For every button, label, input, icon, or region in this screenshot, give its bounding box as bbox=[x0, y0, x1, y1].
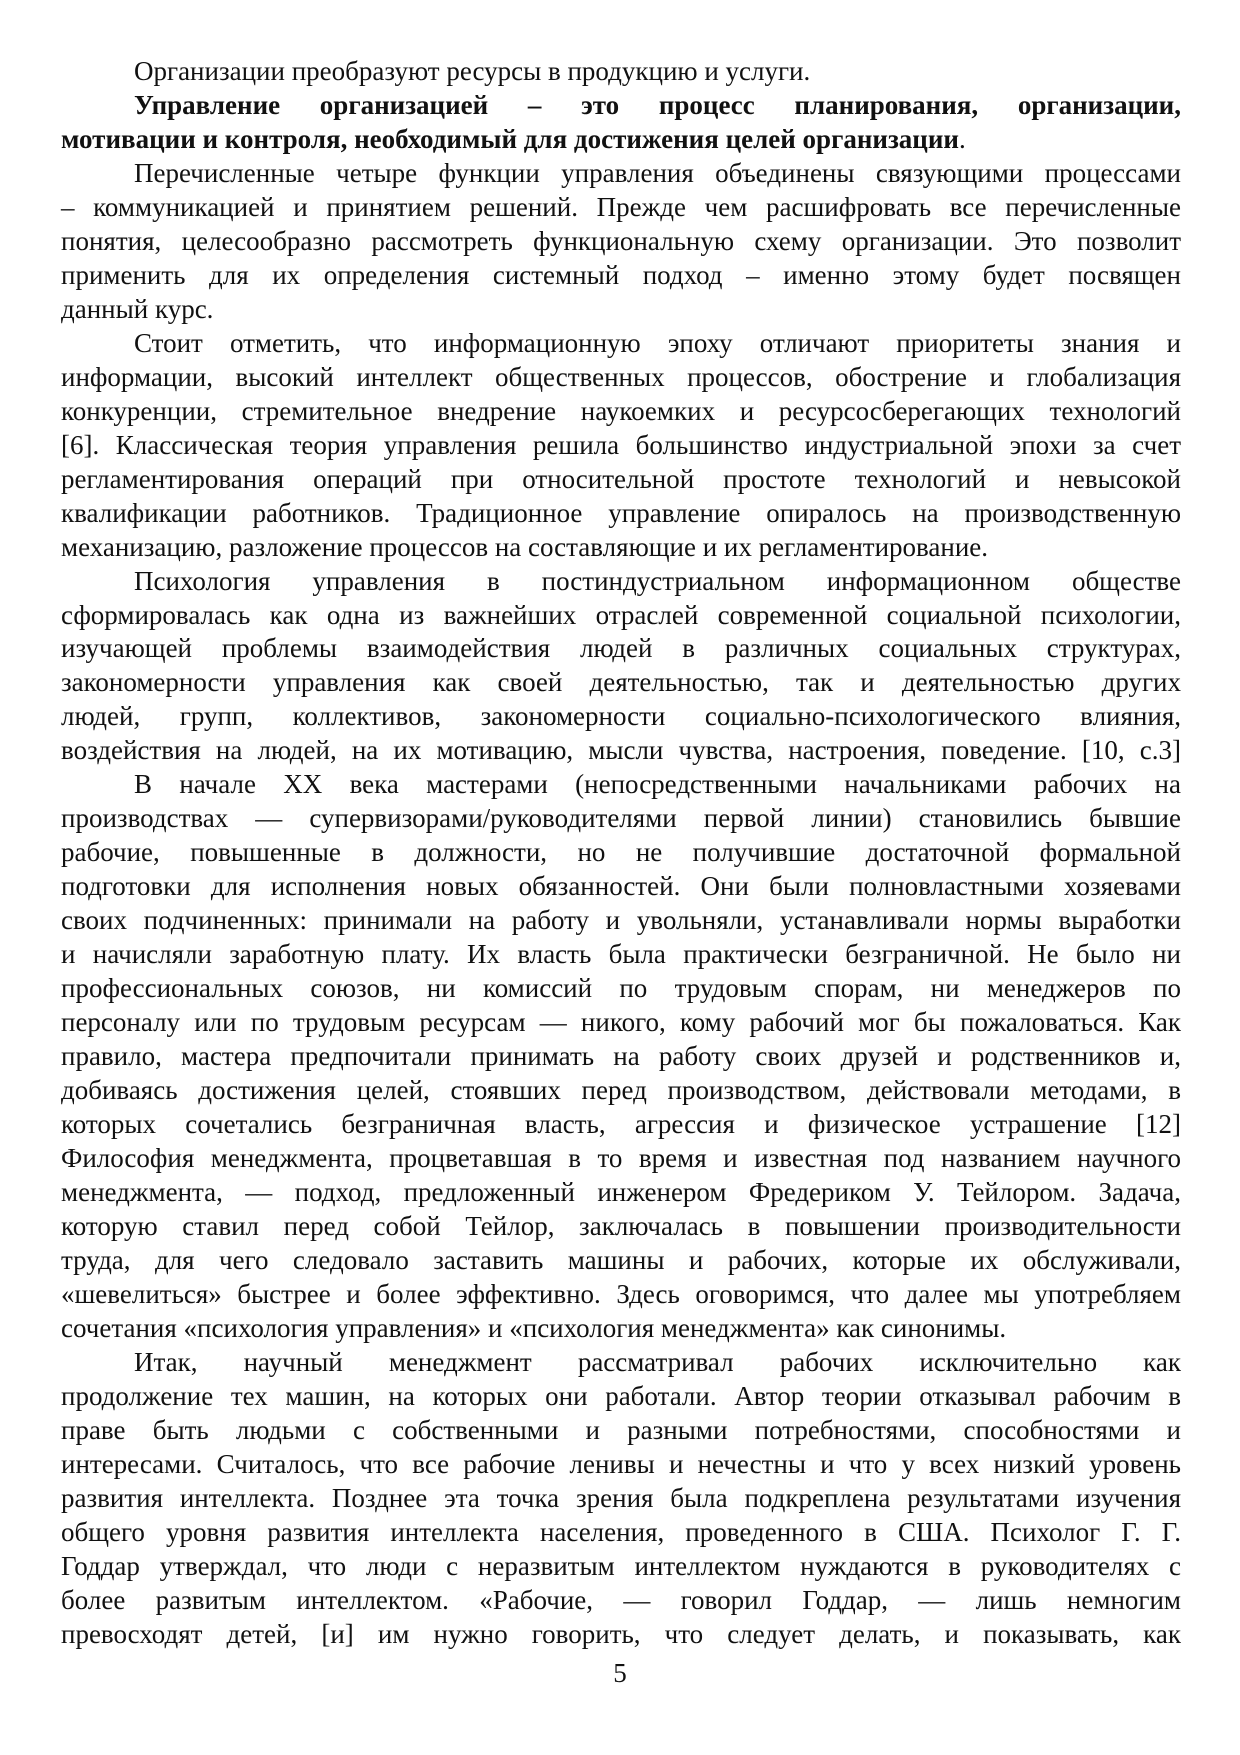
text-line bbox=[61, 361, 1181, 395]
text-line-content: механизацию, разложение процессов на составляющие и их регламентирование. bbox=[61, 531, 989, 562]
text-line-content: Психология управления в постиндустриальном информационном обществе bbox=[134, 565, 1181, 596]
text-line-content: сформировалась как одна из важнейших отраслей современной социальной психологии, bbox=[61, 599, 1181, 630]
text-line bbox=[61, 599, 1181, 633]
text-line bbox=[61, 1482, 1181, 1516]
text-line bbox=[61, 327, 1181, 361]
text-line-content: которых сочетались безграничная власть, агрессия и физическое устрашение [12] bbox=[61, 1109, 1181, 1140]
text-line bbox=[61, 1516, 1181, 1550]
text-line-content: применить для их определения системный подход – именно этому будет посвящен bbox=[61, 259, 1181, 290]
text-line-content: изучающей проблемы взаимодействия людей в различных социальных структурах, bbox=[61, 633, 1181, 664]
text-line bbox=[61, 972, 1181, 1006]
text-line-content: интересами. Считалось, что все рабочие ленивы и нечестны и что у всех низкий уровень bbox=[61, 1448, 1181, 1479]
paragraph bbox=[61, 768, 1181, 1345]
text-line-content: Философия менеджмента, процветавшая в то время и известная под названием научного bbox=[61, 1143, 1181, 1173]
paragraph bbox=[61, 1346, 1181, 1652]
text-line-content: Стоит отметить, что информационную эпоху отличают приоритеты знания и bbox=[134, 327, 1181, 358]
text-line bbox=[61, 1380, 1181, 1414]
text-line-content: Перечисленные четыре функции управления объединены связующими процессами bbox=[134, 157, 1181, 188]
text-line bbox=[61, 700, 1181, 734]
text-line bbox=[61, 497, 1181, 531]
text-line-content: превосходят детей, [и] им нужно говорить, что следует делать, и показывать, как bbox=[61, 1618, 1181, 1649]
text-line bbox=[61, 1244, 1181, 1278]
text-line-content: труда, для чего следовало заставить машины и рабочих, которые их обслуживали, bbox=[61, 1244, 1181, 1275]
text-line bbox=[61, 1414, 1181, 1448]
text-line-content: подготовки для исполнения новых обязанностей. Они были полновластными хозяевами bbox=[61, 871, 1181, 902]
text-line-content: регламентирования операций при относительной простоте технологий и невысокой bbox=[61, 463, 1181, 494]
text-line bbox=[61, 463, 1181, 497]
text-line-content: более развитым интеллектом. «Рабочие, — говорил Годдар, — лишь немногим bbox=[61, 1584, 1181, 1615]
text-line-content: Управление организацией – это процесс планирования, организации, bbox=[134, 89, 1181, 120]
text-line bbox=[61, 1074, 1181, 1108]
text-line bbox=[61, 531, 1181, 565]
text-line-content: данный курс. bbox=[61, 293, 214, 324]
text-line-content: праве быть людьми с собственными и разными потребностями, способностями и bbox=[61, 1414, 1181, 1445]
text-line bbox=[61, 395, 1181, 429]
text-line bbox=[61, 870, 1181, 904]
text-line-content: В начале XX века мастерами (непосредственными начальниками рабочих на bbox=[134, 769, 1181, 800]
text-line-content: воздействия на людей, на их мотивацию, мысли чувства, настроения, поведение. [10, с.3] bbox=[61, 735, 1181, 766]
text-line bbox=[61, 293, 1181, 327]
text-line bbox=[61, 1176, 1181, 1210]
paragraph bbox=[61, 55, 1181, 89]
text-line-content: продолжение тех машин, на которых они работали. Автор теории отказывал рабочим в bbox=[61, 1380, 1181, 1411]
text-line-content: Итак, научный менеджмент рассматривал рабочих исключительно как bbox=[134, 1346, 1181, 1377]
text-line bbox=[61, 1312, 1181, 1346]
text-line-content: – коммуникацией и принятием решений. Прежде чем расшифровать все перечисленные bbox=[61, 191, 1181, 222]
text-line-content: закономерности управления как своей деятельностью, так и деятельностью других bbox=[61, 667, 1181, 698]
text-line bbox=[61, 1278, 1181, 1312]
text-line-content: «шевелиться» быстрее и более эффективно. Здесь оговоримся, что далее мы употребляем bbox=[61, 1278, 1181, 1309]
text-line-content: конкуренции, стремительное внедрение наукоемких и ресурсосберегающих технологий bbox=[61, 395, 1181, 426]
text-line bbox=[61, 734, 1181, 768]
text-line bbox=[61, 1006, 1181, 1040]
text-line-content: профессиональных союзов, ни комиссий по трудовым спорам, ни менеджеров по bbox=[61, 973, 1181, 1004]
text-line-content: мотивации и контроля, необходимый для достижения целей организации bbox=[61, 123, 959, 154]
text-line-content: добиваясь достижения целей, стоявших перед производством, действовали методами, в bbox=[61, 1075, 1181, 1106]
text-line bbox=[61, 1040, 1181, 1074]
page-number: 5 bbox=[613, 1658, 627, 1688]
text-line-content: Годдар утверждал, что люди с неразвитым интеллектом нуждаются в руководителях с bbox=[61, 1550, 1181, 1581]
paragraph bbox=[61, 565, 1181, 769]
text-line-content: развития интеллекта. Позднее эта точка зрения была подкреплена результатами изучения bbox=[61, 1482, 1181, 1513]
text-line-content: людей, групп, коллективов, закономерности социально-психологического влияния, bbox=[61, 701, 1181, 732]
text-line bbox=[61, 632, 1181, 666]
text-line bbox=[61, 123, 1181, 157]
text-line bbox=[61, 836, 1181, 870]
text-line-content: менеджмента, — подход, предложенный инженером Фредериком У. Тейлором. Задача, bbox=[61, 1176, 1181, 1207]
text-line-content: своих подчиненных: принимали на работу и увольняли, устанавливали нормы выработки bbox=[61, 905, 1181, 936]
text-line bbox=[61, 1618, 1181, 1652]
text-line bbox=[61, 768, 1181, 802]
text-line-content: которую ставил перед собой Тейлор, заключалась в повышении производительности bbox=[61, 1210, 1181, 1241]
text-line bbox=[61, 565, 1181, 599]
text-line bbox=[61, 666, 1181, 700]
text-line-content: сочетания «психология управления» и «психология менеджмента» как синонимы. bbox=[61, 1312, 1007, 1343]
text-line bbox=[61, 904, 1181, 938]
text-line-content: персоналу или по трудовым ресурсам — никого, кому рабочий мог бы пожаловаться. Как bbox=[61, 1007, 1181, 1038]
text-line bbox=[61, 938, 1181, 972]
paragraph bbox=[61, 327, 1181, 565]
text-line-content: рабочие, повышенные в должности, но не получившие достаточной формальной bbox=[61, 837, 1181, 868]
text-line bbox=[61, 1448, 1181, 1482]
text-line-content: и начисляли заработную плату. Их власть была практически безграничной. Не было ни bbox=[61, 939, 1181, 970]
text-line bbox=[61, 157, 1181, 191]
text-line bbox=[61, 1142, 1181, 1176]
text-line bbox=[61, 429, 1181, 463]
text-line-content: квалификации работников. Традиционное управление опиралось на производственную bbox=[61, 497, 1181, 528]
text-trailing: . bbox=[958, 123, 966, 154]
text-line-content: Организации преобразуют ресурсы в продукцию и услуги. bbox=[134, 56, 811, 86]
text-line bbox=[61, 802, 1181, 836]
text-line bbox=[61, 1550, 1181, 1584]
text-line bbox=[61, 259, 1181, 293]
paragraph bbox=[61, 157, 1181, 327]
paragraph bbox=[61, 89, 1181, 157]
text-line bbox=[61, 1584, 1181, 1618]
text-line-content: [6]. Классическая теория управления решила большинство индустриальной эпохи за счет bbox=[61, 429, 1181, 460]
text-line bbox=[61, 89, 1181, 123]
text-line bbox=[61, 1108, 1181, 1142]
text-line bbox=[61, 225, 1181, 259]
text-line-content: правило, мастера предпочитали принимать на работу своих друзей и родственников и, bbox=[61, 1041, 1181, 1072]
text-line bbox=[61, 55, 1181, 89]
text-line-content: понятия, целесообразно рассмотреть функциональную схему организации. Это позволит bbox=[61, 225, 1181, 256]
text-line bbox=[61, 1210, 1181, 1244]
text-line-content: общего уровня развития интеллекта населения, проведенного в США. Психолог Г. Г. bbox=[61, 1516, 1181, 1547]
document-body bbox=[61, 55, 1181, 1652]
text-line bbox=[61, 191, 1181, 225]
text-line-content: информации, высокий интеллект общественных процессов, обострение и глобализация bbox=[61, 361, 1181, 392]
text-line bbox=[61, 1346, 1181, 1380]
text-line-content: производствах — супервизорами/руководителями первой линии) становились бывшие bbox=[61, 803, 1181, 834]
